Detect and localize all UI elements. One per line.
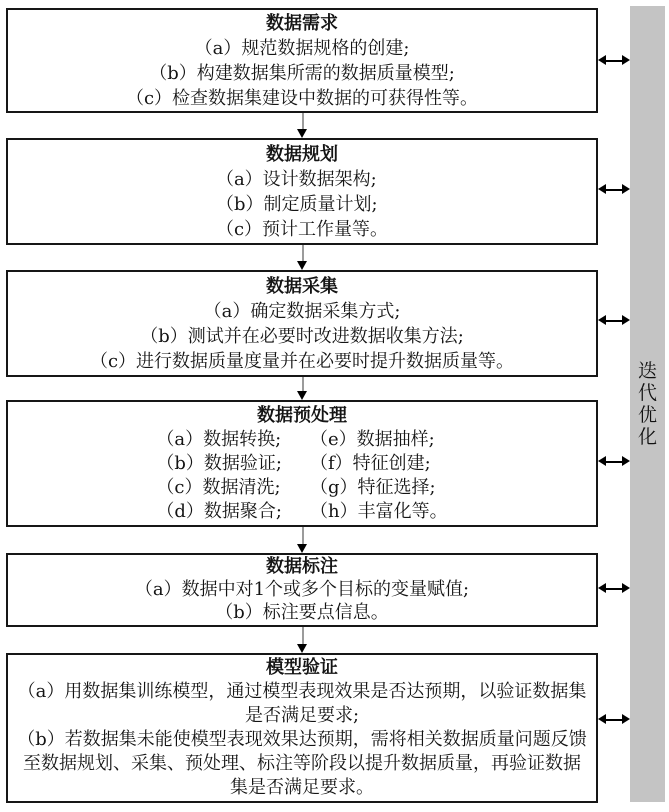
- stage-box-data-annotation: [6, 553, 598, 627]
- box-title: 模型验证: [266, 657, 338, 678]
- box-line: （c）检查数据集建设中数据的可获得性等。: [125, 88, 479, 109]
- box-line: （a）数据中对1个或多个目标的变量赋值;: [134, 579, 470, 600]
- arrowhead-down-icon: [297, 261, 307, 270]
- box-line: （d）数据聚合;: [156, 501, 282, 522]
- box-line: （c）进行数据质量度量并在必要时提升数据质量等。: [89, 351, 515, 372]
- arrowhead-right-icon: [622, 583, 630, 593]
- stage-box-data-collection: [6, 270, 598, 377]
- down-arrow-connector: [296, 627, 309, 653]
- down-arrow-connector: [296, 527, 309, 553]
- box-line: （a）数据转换;: [156, 429, 282, 450]
- box-line: （b）构建数据集所需的数据质量模型;: [149, 63, 455, 84]
- box-line: （c）数据清洗;: [156, 477, 281, 498]
- box-paragraph: （a）用数据集训练模型，通过模型表现效果是否达预期，以验证数据集是否满足要求;: [17, 681, 587, 726]
- iteration-bar-char: 迭: [637, 360, 657, 382]
- arrowhead-right-icon: [622, 714, 630, 724]
- box-line: （b）测试并在必要时改进数据收集方法;: [140, 326, 464, 347]
- arrowhead-right-icon: [622, 456, 630, 466]
- box-line: （b）标注要点信息。: [215, 602, 389, 623]
- box-title: 数据标注: [266, 556, 338, 577]
- box-line: （a）规范数据规格的创建;: [194, 38, 410, 59]
- iteration-bar-label: [630, 360, 665, 448]
- down-arrow-connector: [296, 245, 309, 270]
- arrowhead-down-icon: [297, 391, 307, 400]
- box-paragraph: （b）若数据集未能使模型表现效果达预期，需将相关数据质量问题反馈至数据规划、采集、预处理、标注等阶段以提升数据质量，再验证数据集是否满足要求。: [17, 729, 587, 798]
- iteration-bar-char: 优: [637, 404, 657, 426]
- box-line: （a）设计数据架构;: [215, 169, 377, 190]
- box-line: （a）确定数据采集方式;: [203, 301, 401, 322]
- stage-box-data-preprocessing: [6, 400, 598, 527]
- box-line: （c）预计工作量等。: [215, 219, 389, 240]
- stage-box-data-planning: [6, 138, 598, 245]
- bidirectional-arrow: [598, 183, 630, 197]
- arrowhead-down-icon: [297, 644, 307, 653]
- box-line: （g）特征选择;: [310, 477, 436, 498]
- box-line: （f）特征创建;: [310, 453, 431, 474]
- arrowhead-down-icon: [297, 544, 307, 553]
- box-item-list: [216, 167, 388, 242]
- box-line: （b）数据验证;: [156, 453, 282, 474]
- box-title: 数据规划: [266, 144, 338, 165]
- bidirectional-arrow: [598, 582, 630, 596]
- arrowhead-down-icon: [297, 129, 307, 138]
- arrowhead-right-icon: [622, 55, 630, 65]
- box-line: （b）制定质量计划;: [215, 194, 378, 215]
- box-title: 数据需求: [266, 13, 338, 34]
- box-columns: [8, 428, 596, 524]
- bidirectional-arrow: [598, 314, 630, 328]
- box-title: 数据预处理: [257, 405, 347, 426]
- iteration-bar-char: 化: [637, 426, 657, 448]
- box-column-right: [310, 428, 448, 524]
- box-column-left: [156, 428, 282, 524]
- iteration-bar-char: 代: [637, 382, 657, 404]
- down-arrow-connector: [296, 377, 309, 400]
- arrowhead-right-icon: [622, 315, 630, 325]
- stage-box-model-validation: [6, 653, 598, 803]
- box-line: （h）丰富化等。: [310, 501, 448, 522]
- arrowhead-right-icon: [622, 184, 630, 194]
- bidirectional-arrow: [598, 713, 630, 727]
- stage-box-data-requirements: [6, 8, 598, 113]
- bidirectional-arrow: [598, 455, 630, 469]
- box-title: 数据采集: [266, 276, 338, 297]
- iteration-optimization-bar: [630, 6, 665, 802]
- down-arrow-connector: [296, 113, 309, 138]
- bidirectional-arrow: [598, 54, 630, 68]
- box-line: （e）数据抽样;: [310, 429, 435, 450]
